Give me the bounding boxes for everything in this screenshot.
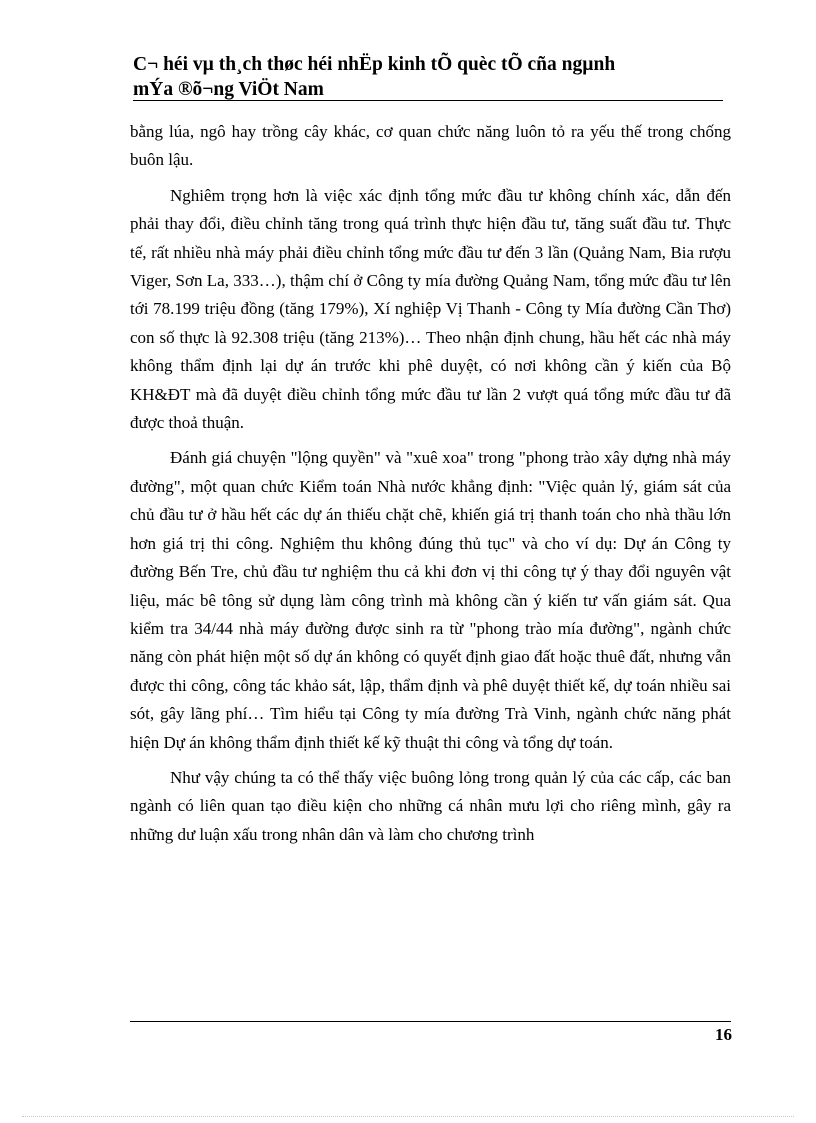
- body-text: [130, 118, 731, 856]
- header-rule: [133, 100, 723, 101]
- footer-rule: [130, 1021, 731, 1022]
- header-title-line-1: C¬ héi vµ th¸ch thøc héi nhËp kinh tÕ quèc tÕ cña ngµnh: [133, 54, 616, 75]
- paragraph-4: Như vậy chúng ta có thể thấy việc buông lỏng trong quản lý của các cấp, các ban ngành có liên quan tạo điều kiện cho những cá nhân mưu lợi cho riêng mình, gây ra những dư luận xấu trong nhân dân và làm cho chương trình: [130, 767, 731, 844]
- paragraph-3: Đánh giá chuyện "lộng quyền" và "xuê xoa" trong "phong trào xây dựng nhà máy đường", một quan chức Kiểm toán Nhà nước khẳng định: "Việc quản lý, giám sát của chủ đầu tư ở hầu hết các dự án thiếu chặt chẽ, khiến giá trị thanh toán cho nhà thầu lớn hơn giá trị thi công. Nghiệm thu không đúng thủ tục" và cho ví dụ: Dự án Công ty đường Bến Tre, chủ đầu tư nghiệm thu cả khi đơn vị thi công tự ý thay đổi nguyên vật liệu, mác bê tông sử dụng làm công trình mà không cần ý kiến tư vấn giám sát. Qua kiểm tra 34/44 nhà máy đường được sinh ra từ "phong trào mía đường", ngành chức năng còn phát hiện một số dự án không có quyết định giao đất hoặc thuê đất, nhưng vẫn được thi công, công tác khảo sát, lập, thẩm định và phê duyệt thiết kế, dự toán nhiều sai sót, gây lãng phí… Tìm hiểu tại Công ty mía đường Trà Vinh, ngành chức năng phát hiện Dự án không thẩm định thiết kế kỹ thuật thi công và tổng dự toán.: [130, 448, 731, 752]
- paragraph-2: Nghiêm trọng hơn là việc xác định tổng mức đầu tư không chính xác, dẫn đến phải thay đổi, điều chỉnh tăng trong quá trình thực hiện đầu tư, tăng suất đầu tư. Thực tế, rất nhiều nhà máy phải điều chỉnh tổng mức đầu tư đến 3 lần (Quảng Nam, Bia rượu Viger, Sơn La, 333…), thậm chí ở Công ty mía đường Quảng Nam, tổng mức đầu tư lên tới 78.199 triệu đồng (tăng 179%), Xí nghiệp Vị Thanh - Công ty Mía đường Cần Thơ) con số thực là 92.308 triệu (tăng 213%)… Theo nhận định chung, hầu hết các nhà máy không thẩm định lại dự án trước khi phê duyệt, có nơi không cần ý kiến của Bộ KH&ĐT mà đã duyệt điều chỉnh tổng mức đầu tư lần 2 vượt quá tổng mức đầu tư đã được thoả thuận.: [130, 185, 731, 433]
- page-bottom-dotted-line: [22, 1116, 794, 1117]
- running-header: [133, 52, 723, 102]
- page-number: 16: [715, 1025, 732, 1044]
- paragraph-1: bằng lúa, ngô hay trồng cây khác, cơ quan chức năng luôn tỏ ra yếu thế trong chống buôn lậu.: [130, 122, 731, 170]
- header-title-line-2: mÝa ®õ¬ng ViÖt Nam: [133, 79, 324, 100]
